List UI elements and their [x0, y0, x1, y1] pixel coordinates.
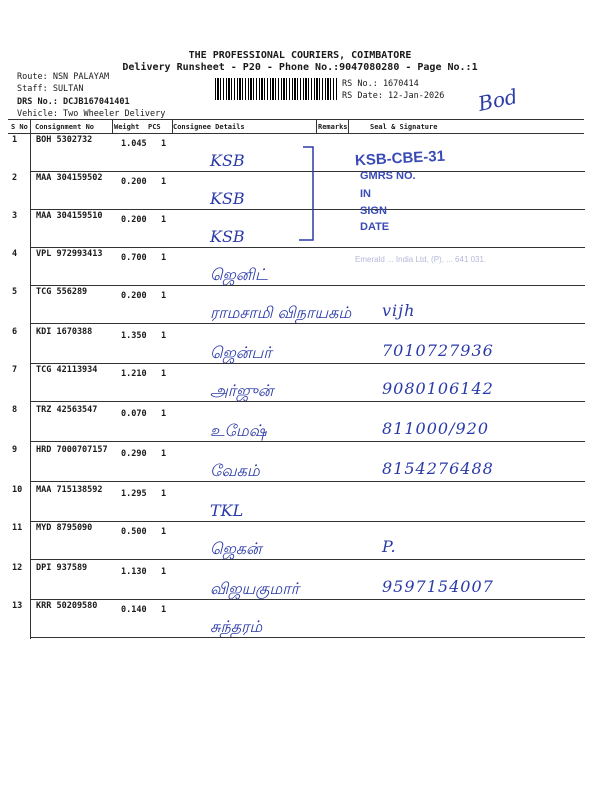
row-consignee-handwritten: வேகம் — [210, 461, 260, 480]
row-sno: 1 — [12, 135, 18, 145]
row-sno: 10 — [12, 485, 23, 495]
row-consignee-handwritten: ராமசாமி விநாயகம் — [210, 303, 352, 322]
row-sno: 5 — [12, 287, 18, 297]
table-row — [0, 521, 600, 559]
ksb-stamp: KSB-CBE-31 — [354, 147, 446, 170]
drs-label: DRS No.: DCJB167041401 — [17, 97, 130, 107]
stamp-gmrs: GMRS NO. — [360, 170, 416, 182]
row-pcs: 1 — [161, 177, 167, 187]
row-weight: 0.500 — [121, 527, 147, 537]
row-consignment: TRZ 42563547 — [36, 405, 98, 415]
faint-company-stamp: Emerald ... India Ltd, (P), ... 641 031. — [355, 255, 487, 264]
row-sno: 2 — [12, 173, 18, 183]
row-weight: 1.045 — [121, 139, 147, 149]
row-weight: 0.200 — [121, 177, 147, 187]
stamp-sign: SIGN — [360, 205, 387, 217]
row-rule — [30, 441, 585, 442]
row-sno: 3 — [12, 211, 18, 221]
col-header-consignee: Consignee Details — [173, 123, 245, 131]
col-header-signature: Seal & Signature — [370, 123, 438, 131]
row-consignee-handwritten: விஜயகுமார் — [210, 579, 299, 598]
row-sno: 7 — [12, 365, 18, 375]
ksb-bracket — [295, 145, 325, 245]
row-consignment: DPI 937589 — [36, 563, 88, 573]
table-row — [0, 403, 600, 441]
row-pcs: 1 — [161, 331, 167, 341]
row-weight: 1.130 — [121, 567, 147, 577]
table-top-rule — [8, 119, 584, 120]
row-consignee-handwritten: உமேஷ் — [210, 421, 267, 440]
row-sno: 13 — [12, 601, 23, 611]
row-signature-handwritten: 9080106142 — [382, 379, 494, 398]
row-weight: 0.200 — [121, 215, 147, 225]
table-row — [0, 599, 600, 637]
row-weight: 0.140 — [121, 605, 147, 615]
barcode — [215, 78, 337, 100]
row-sno: 8 — [12, 405, 18, 415]
company-title: THE PROFESSIONAL COURIERS, COIMBATORE — [188, 50, 412, 61]
row-consignee-handwritten: KSB — [210, 189, 245, 208]
row-rule — [30, 637, 585, 638]
table-row — [0, 325, 600, 363]
row-signature-handwritten: 8154276488 — [382, 459, 494, 478]
row-consignment: VPL 972993413 — [36, 249, 103, 259]
row-sno: 9 — [12, 445, 18, 455]
row-consignment: TCG 556289 — [36, 287, 88, 297]
route-label: Route: NSN PALAYAM — [17, 72, 110, 82]
row-consignee-handwritten: அர்ஜுன் — [210, 381, 274, 400]
staff-label: Staff: SULTAN — [17, 84, 84, 94]
row-consignment: KRR 50209580 — [36, 601, 98, 611]
col-divider — [316, 119, 317, 133]
row-pcs: 1 — [161, 291, 167, 301]
table-row — [0, 363, 600, 401]
stamp-in: IN — [360, 188, 371, 200]
row-signature-handwritten: 9597154007 — [382, 577, 494, 596]
row-weight: 1.350 — [121, 331, 147, 341]
row-weight: 0.070 — [121, 409, 147, 419]
table-row — [0, 561, 600, 599]
stamp-date: DATE — [360, 221, 390, 233]
row-pcs: 1 — [161, 253, 167, 263]
col-header-pcs: PCS — [148, 123, 161, 131]
col-header-remarks: Remarks — [318, 123, 348, 131]
row-consignee-handwritten: ஜென்பர் — [210, 343, 272, 362]
row-consignee-handwritten: ஜெனிட் — [210, 265, 268, 284]
col-header-weight: Weight — [114, 123, 140, 131]
table-row — [0, 483, 600, 521]
row-consignment: KDI 1670388 — [36, 327, 93, 337]
row-rule — [30, 481, 585, 482]
row-pcs: 1 — [161, 369, 167, 379]
row-consignment: TCG 42113934 — [36, 365, 98, 375]
row-signature-handwritten: P. — [382, 537, 397, 556]
col-divider — [348, 119, 349, 133]
row-consignment: MYD 8795090 — [36, 523, 93, 533]
row-weight: 0.200 — [121, 291, 147, 301]
runsheet-subtitle: Delivery Runsheet - P20 - Phone No.:9047080280 - Page No.:1 — [122, 62, 478, 73]
col-divider — [112, 119, 113, 133]
row-pcs: 1 — [161, 527, 167, 537]
row-consignment: MAA 715138592 — [36, 485, 103, 495]
col-header-consignment: Consignment No — [35, 123, 95, 131]
row-consignee-handwritten: ஜெகன் — [210, 539, 262, 558]
row-rule — [30, 559, 585, 560]
row-sno: 12 — [12, 563, 23, 573]
row-pcs: 1 — [161, 215, 167, 225]
row-consignee-handwritten: KSB — [210, 151, 245, 170]
row-weight: 0.290 — [121, 449, 147, 459]
row-sno: 11 — [12, 523, 23, 533]
row-consignee-handwritten: TKL — [210, 501, 244, 520]
vehicle-label: Vehicle: Two Wheeler Delivery — [17, 109, 166, 119]
row-pcs: 1 — [161, 409, 167, 419]
rs-date: RS Date: 12-Jan-2026 — [342, 91, 445, 101]
row-signature-handwritten: vijh — [382, 301, 416, 320]
row-pcs: 1 — [161, 567, 167, 577]
row-consignment: BOH 5302732 — [36, 135, 93, 145]
row-consignment: MAA 304159502 — [36, 173, 103, 183]
row-rule — [30, 323, 585, 324]
row-consignee-handwritten: KSB — [210, 227, 245, 246]
col-header-sno: S No — [11, 123, 28, 131]
row-consignment: MAA 304159510 — [36, 211, 103, 221]
row-sno: 6 — [12, 327, 18, 337]
row-pcs: 1 — [161, 449, 167, 459]
row-sno: 4 — [12, 249, 18, 259]
rs-number: RS No.: 1670414 — [342, 79, 419, 89]
table-row — [0, 285, 600, 323]
table-row — [0, 443, 600, 481]
row-pcs: 1 — [161, 139, 167, 149]
row-weight: 1.210 — [121, 369, 147, 379]
table-row — [0, 247, 600, 285]
row-weight: 1.295 — [121, 489, 147, 499]
row-signature-handwritten: 7010727936 — [382, 341, 494, 360]
row-weight: 0.700 — [121, 253, 147, 263]
row-rule — [30, 401, 585, 402]
row-consignment: HRD 7000707157 — [36, 445, 108, 455]
row-consignee-handwritten: சுந்தரம் — [210, 617, 263, 636]
row-signature-handwritten: 811000/920 — [382, 419, 490, 438]
corner-handwritten-note: Bod — [475, 84, 520, 116]
row-pcs: 1 — [161, 605, 167, 615]
row-pcs: 1 — [161, 489, 167, 499]
